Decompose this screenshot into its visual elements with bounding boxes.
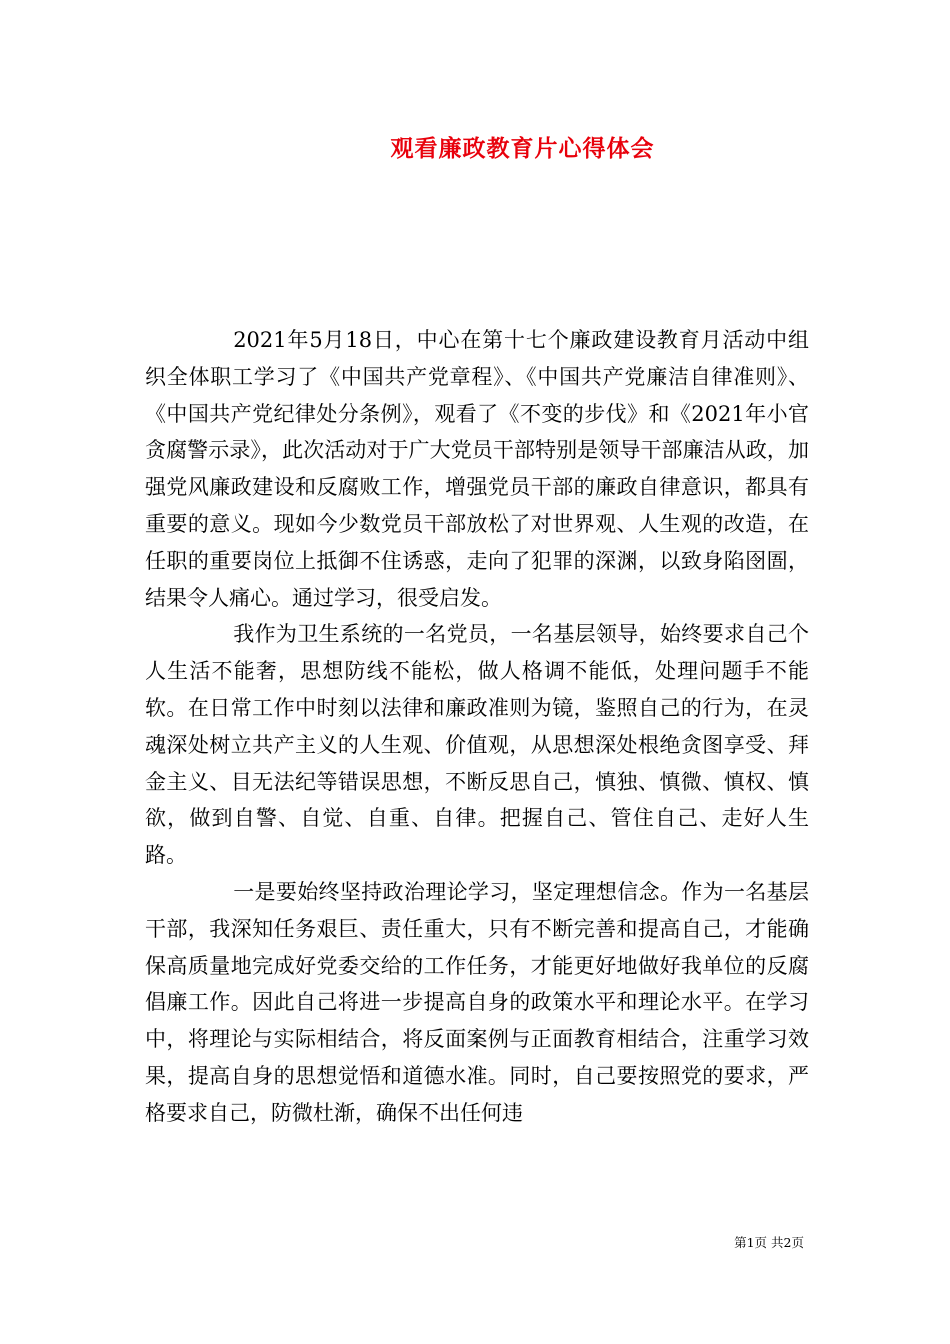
page-number-footer: 第1页 共2页 — [734, 1235, 804, 1250]
document-title: 观看廉政教育片心得体会 — [390, 135, 655, 162]
document-body — [145, 322, 809, 1132]
paragraph: 2021年5月18日，中心在第十七个廉政建设教育月活动中组织全体职工学习了《中国共产党章程》、《中国共产党廉洁自律准则》、《中国共产党纪律处分条例》，观看了《不变的步伐》和《2021年小官贪腐警示录》，此次活动对于广大党员干部特别是领导干部廉洁从政，加强党风廉政建设和反腐败工作，增强党员干部的廉政自律意识，都具有重要的意义。现如今少数党员干部放松了对世界观、人生观的改造，在任职的重要岗位上抵御不住诱惑，走向了犯罪的深渊，以致身陷囹圄，结果令人痛心。通过学习，很受启发。 — [145, 328, 809, 610]
paragraph: 我作为卫生系统的一名党员，一名基层领导，始终要求自己个人生活不能奢，思想防线不能松，做人格调不能低，处理问题手不能软。在日常工作中时刻以法律和廉政准则为镜，鉴照自己的行为，在灵魂深处树立共产主义的人生观、价值观，从思想深处根绝贪图享受、拜金主义、目无法纪等错误思想，不断反思自己，慎独、慎微、慎权、慎欲，做到自警、自觉、自重、自律。把握自己、管住自己、走好人生路。 — [145, 622, 809, 868]
paragraph: 一是要始终坚持政治理论学习，坚定理想信念。作为一名基层干部，我深知任务艰巨、责任重大，只有不断完善和提高自己，才能确保高质量地完成好党委交给的工作任务，才能更好地做好我单位的反腐倡廉工作。因此自己将进一步提高自身的政策水平和理论水平。在学习中，将理论与实际相结合，将反面案例与正面教育相结合，注重学习效果，提高自身的思想觉悟和道德水准。同时，自己要按照党的要求，严格要求自己，防微杜渐，确保不出任何违 — [145, 879, 809, 1125]
